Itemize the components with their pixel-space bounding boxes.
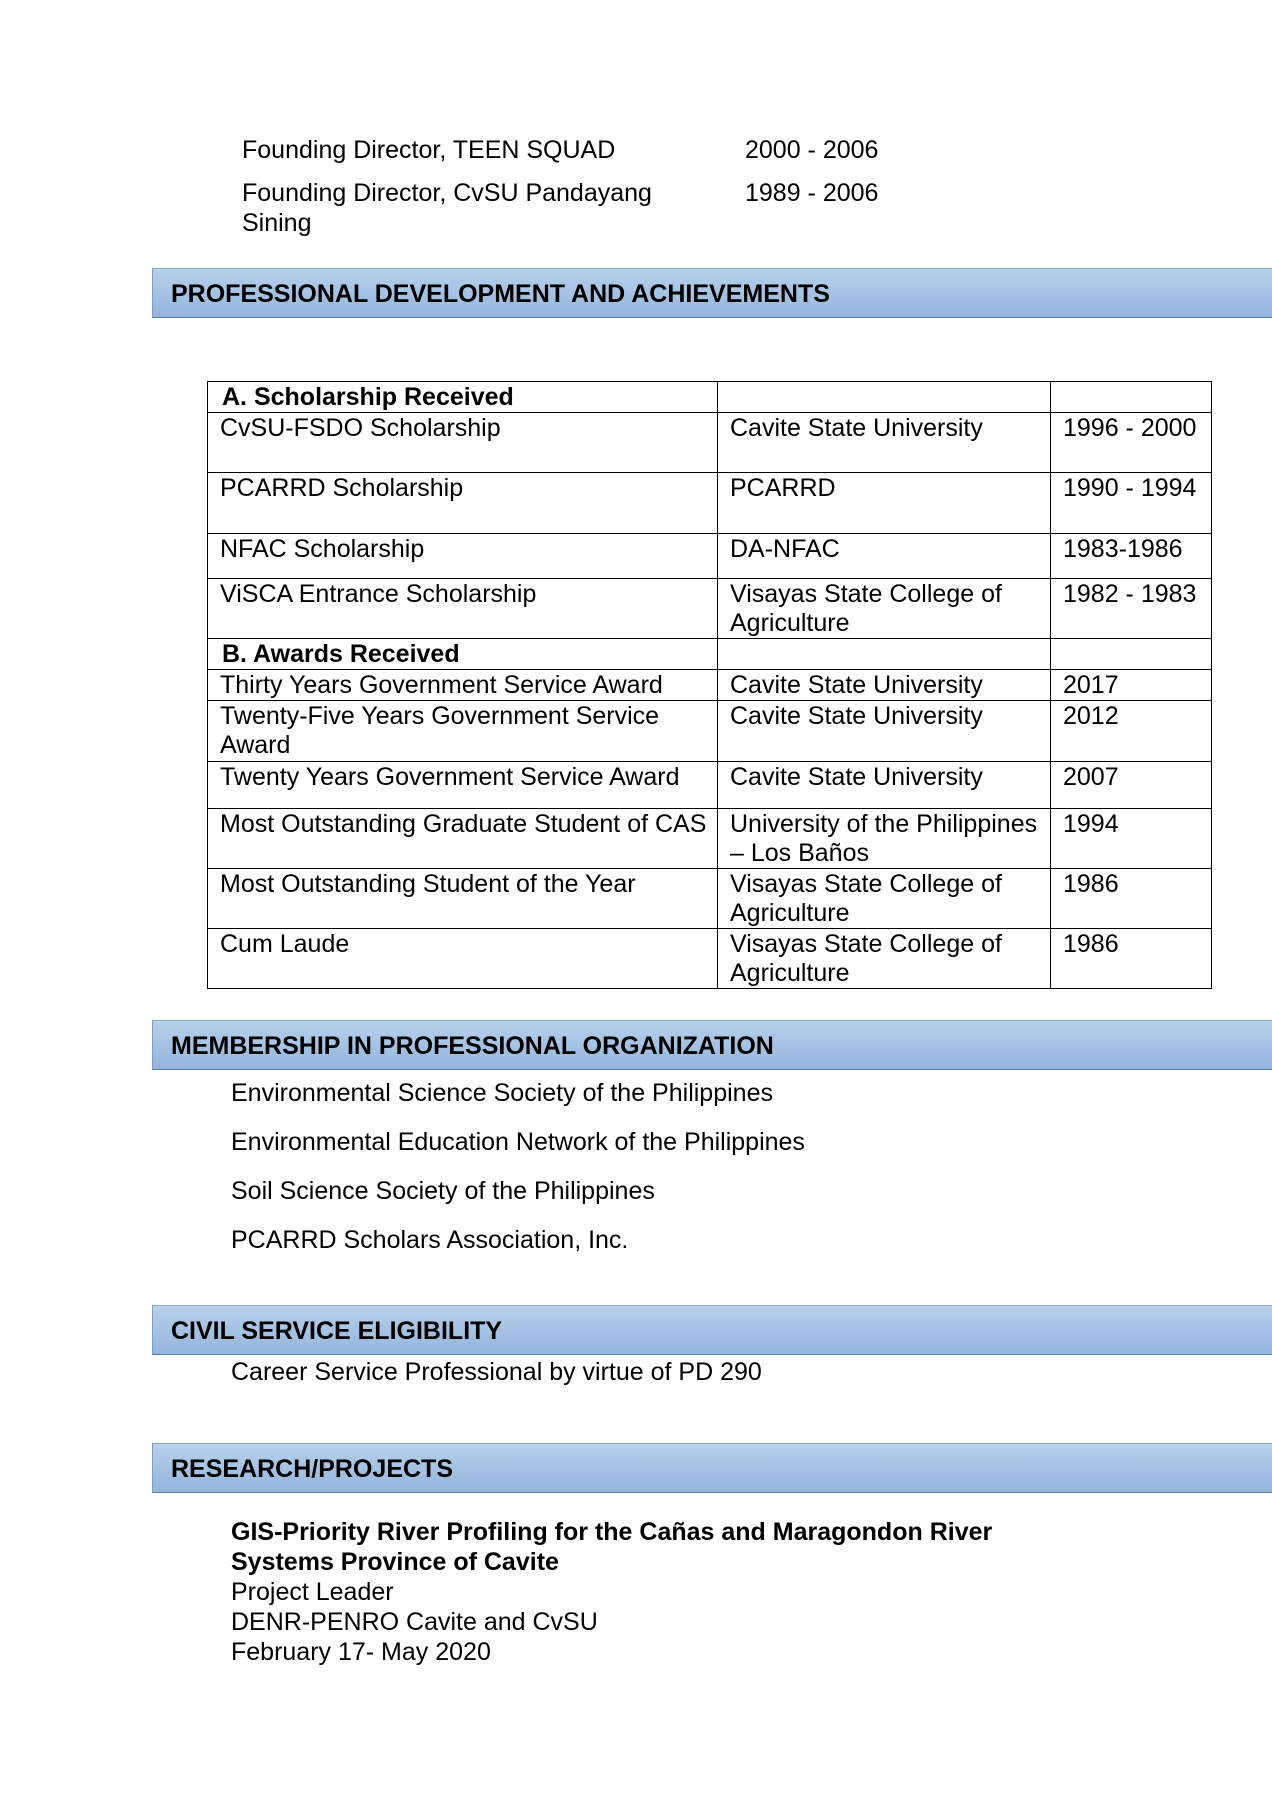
list-item: PCARRD Scholars Association, Inc. — [231, 1226, 629, 1254]
membership-list — [231, 1078, 805, 1274]
project-partners: DENR-PENRO Cavite and CvSU — [231, 1608, 598, 1636]
award-year: 2012 — [1051, 701, 1212, 762]
list-item: Environmental Science Society of the Philippines — [231, 1079, 773, 1107]
table-row — [208, 701, 1212, 762]
section-header-civil-service — [152, 1305, 1272, 1355]
leadership-years: 2000 - 2006 — [745, 136, 879, 164]
award-institution: Cavite State University — [718, 670, 1051, 701]
award-name: PCARRD Scholarship — [208, 473, 718, 534]
table-group-row — [208, 382, 1212, 413]
leadership-role: Founding Director, CvSU Pandayang Sining — [242, 179, 652, 237]
award-year: 1996 - 2000 — [1051, 413, 1212, 473]
award-name: CvSU-FSDO Scholarship — [208, 413, 718, 473]
section-header-membership — [152, 1020, 1272, 1070]
list-item: Soil Science Society of the Philippines — [231, 1177, 655, 1205]
award-institution: Visayas State College of Agriculture — [718, 929, 1051, 989]
award-year: 1990 - 1994 — [1051, 473, 1212, 534]
award-year: 1982 - 1983 — [1051, 579, 1212, 639]
project-entry — [231, 1517, 1131, 1667]
table-row — [208, 534, 1212, 579]
section-title: RESEARCH/PROJECTS — [171, 1455, 453, 1483]
award-name: Most Outstanding Student of the Year — [208, 869, 718, 929]
award-year: 1983-1986 — [1051, 534, 1212, 579]
project-role: Project Leader — [231, 1578, 394, 1606]
scholarship-heading: A. Scholarship Received — [208, 382, 718, 413]
award-name: NFAC Scholarship — [208, 534, 718, 579]
project-period: February 17- May 2020 — [231, 1638, 491, 1666]
award-institution: DA-NFAC — [718, 534, 1051, 579]
award-year: 2007 — [1051, 762, 1212, 809]
section-title: PROFESSIONAL DEVELOPMENT AND ACHIEVEMENTS — [171, 280, 830, 308]
award-institution: Visayas State College of Agriculture — [718, 869, 1051, 929]
project-title: GIS-Priority River Profiling for the Cañas and Maragondon River Systems Province of Cavite — [231, 1518, 993, 1576]
award-institution: Visayas State College of Agriculture — [718, 579, 1051, 639]
award-year: 1986 — [1051, 869, 1212, 929]
award-institution: Cavite State University — [718, 413, 1051, 473]
section-header-research — [152, 1443, 1272, 1493]
table-row — [208, 869, 1212, 929]
award-name: Most Outstanding Graduate Student of CAS — [208, 809, 718, 869]
award-institution: Cavite State University — [718, 701, 1051, 762]
award-year: 1994 — [1051, 809, 1212, 869]
award-name: Cum Laude — [208, 929, 718, 989]
list-item: Environmental Education Network of the Philippines — [231, 1128, 805, 1156]
table-group-row — [208, 639, 1212, 670]
section-title: MEMBERSHIP IN PROFESSIONAL ORGANIZATION — [171, 1032, 774, 1060]
award-year: 2017 — [1051, 670, 1212, 701]
leadership-role: Founding Director, TEEN SQUAD — [242, 136, 616, 164]
section-header-professional-development — [152, 268, 1272, 318]
award-name: Thirty Years Government Service Award — [208, 670, 718, 701]
award-year: 1986 — [1051, 929, 1212, 989]
award-name: ViSCA Entrance Scholarship — [208, 579, 718, 639]
award-institution: University of the Philippines – Los Baños — [718, 809, 1051, 869]
table-row — [208, 579, 1212, 639]
table-row — [208, 670, 1212, 701]
table-row — [208, 473, 1212, 534]
table-row — [208, 413, 1212, 473]
leadership-years: 1989 - 2006 — [745, 179, 879, 207]
achievements-table — [207, 381, 1212, 989]
award-name: Twenty-Five Years Government Service Award — [208, 701, 718, 762]
award-name: Twenty Years Government Service Award — [208, 762, 718, 809]
award-institution: PCARRD — [718, 473, 1051, 534]
table-row — [208, 809, 1212, 869]
award-institution: Cavite State University — [718, 762, 1051, 809]
civil-service-eligibility: Career Service Professional by virtue of PD 290 — [231, 1358, 762, 1386]
section-title: CIVIL SERVICE ELIGIBILITY — [171, 1317, 503, 1345]
table-row — [208, 762, 1212, 809]
table-row — [208, 929, 1212, 989]
awards-heading: B. Awards Received — [208, 639, 718, 670]
